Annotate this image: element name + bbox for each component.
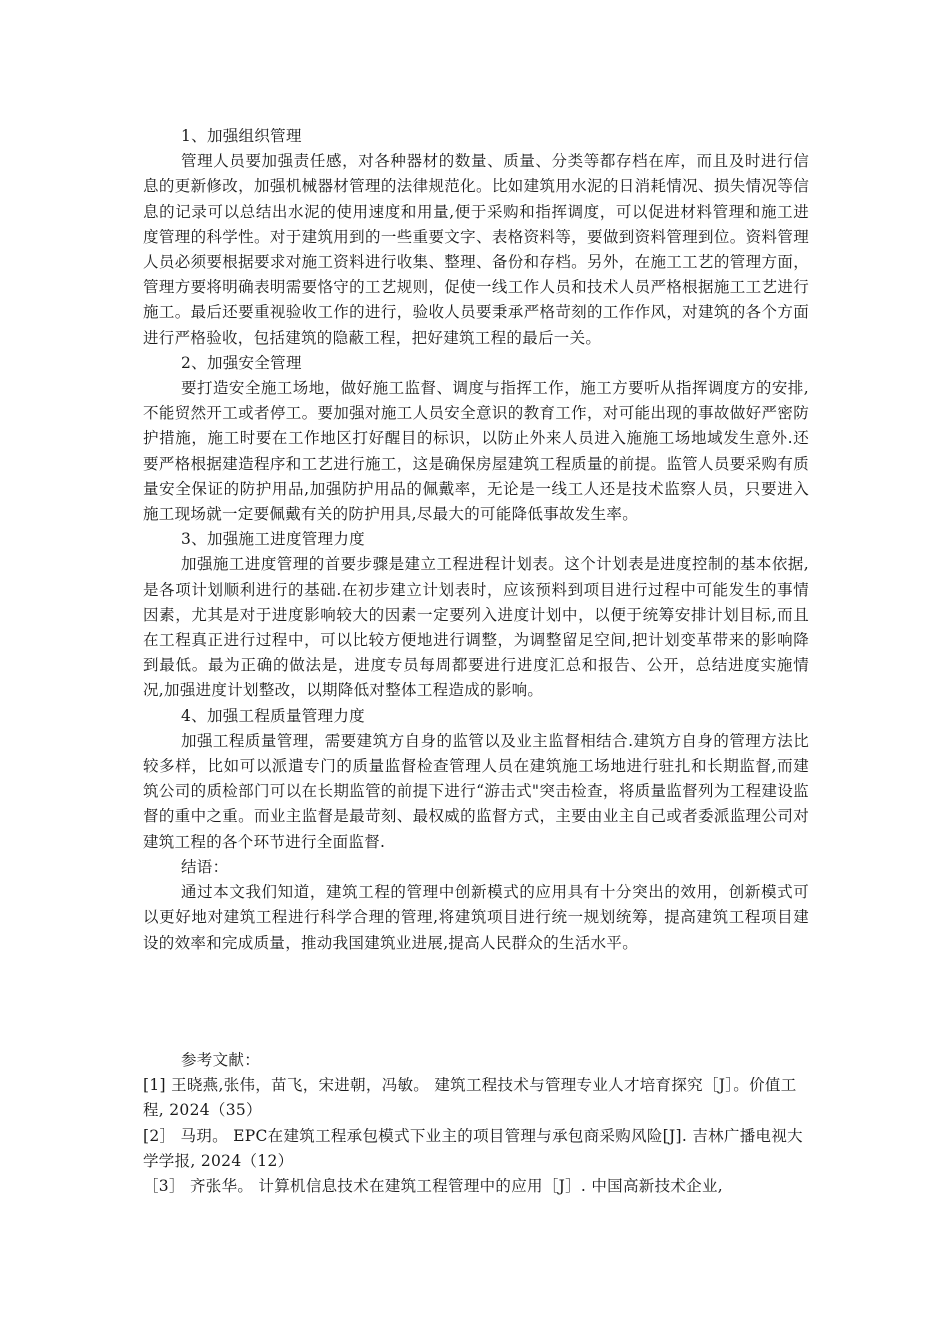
- reference-item-3: ［3］ 齐张华。 计算机信息技术在建筑工程管理中的应用［J］. 中国高新技术企业,: [143, 1177, 724, 1196]
- conclusion-paragraph: 通过本文我们知道，建筑工程的管理中创新模式的应用具有十分突出的效用，创新模式可以更好地对建筑工程进行科学合理的管理,将建筑项目进行统一规划统筹，提高建筑工程项目建设的效率和完成质量，推动我国建筑业进展,提高人民群众的生活水平。: [143, 883, 809, 952]
- reference-item-1: [1] 王晓燕,张伟，苗飞，宋进朝，冯敏。 建筑工程技术与管理专业人才培育探究［J］。价值工程, 2024（35）: [143, 1076, 797, 1120]
- references-section: [143, 1048, 809, 1199]
- section-heading-2: 2、加强安全管理: [181, 353, 302, 372]
- reference-item-2: [2］ 马玥。 EPC在建筑工程承包模式下业主的项目管理与承包商采购风险[J]. 吉林广播电视大学学报, 2024（12）: [143, 1126, 803, 1170]
- section-paragraph-1: 管理人员要加强责任感，对各种器材的数量、质量、分类等都存档在库，而且及时进行信息的更新修改，加强机械器材管理的法律规范化。比如建筑用水泥的日消耗情况、损失情况等信息的记录可以总结出水泥的使用速度和用量,便于采购和指挥调度，可以促进材料管理和施工进度管理的科学性。对于建筑用到的一些重要文字、表格资料等，要做到资料管理到位。资料管理人员必须要根据要求对施工资料进行收集、整理、备份和存档。另外，在施工工艺的管理方面，管理方要将明确表明需要恪守的工艺规则，促使一线工作人员和技术人员严格根据施工工艺进行施工。最后还要重视验收工作的进行，验收人员要秉承严格苛刻的工作作风，对建筑的各个方面进行严格验收，包括建筑的隐蔽工程，把好建筑工程的最后一关。: [143, 152, 809, 347]
- section-heading-4: 4、加强工程质量管理力度: [181, 706, 365, 725]
- section-paragraph-4: 加强工程质量管理，需要建筑方自身的监管以及业主监督相结合.建筑方自身的管理方法比较多样，比如可以派遣专门的质量监督检查管理人员在建筑施工场地进行驻扎和长期监督,而建筑公司的质检部门可以在长期监管的前提下进行“游击式"突击检查，将质量监督列为工程建设监督的重中之重。而业主监督是最苛刻、最权威的监督方式，主要由业主自己或者委派监理公司对建筑工程的各个环节进行全面监督.: [143, 731, 809, 851]
- section-heading-3: 3、加强施工进度管理力度: [181, 530, 365, 549]
- section-heading-1: 1、加强组织管理: [181, 127, 302, 145]
- references-title: 参考文献：: [181, 1051, 261, 1069]
- section-paragraph-2: 要打造安全施工场地，做好施工监督、调度与指挥工作，施工方要听从指挥调度方的安排,不能贸然开工或者停工。要加强对施工人员安全意识的教育工作，对可能出现的事故做好严密防护措施，施工时要在工作地区打好醒目的标识，以防止外来人员进入施施工场地域发生意外.还要严格根据建造程序和工艺进行施工，这是确保房屋建筑工程质量的前提。监管人员要采购有质量安全保证的防护用品,加强防护用品的佩戴率，无论是一线工人还是技术监察人员，只要进入施工现场就一定要佩戴有关的防护用具,尽最大的可能降低事故发生率。: [143, 379, 809, 524]
- section-paragraph-3: 加强施工进度管理的首要步骤是建立工程进程计划表。这个计划表是进度控制的基本依据,是各项计划顺利进行的基础.在初步建立计划表时，应该预料到项目进行过程中可能发生的事情因素，尤其是对于进度影响较大的因素一定要列入进度计划中，以便于统筹安排计划目标,而且在工程真正进行过程中，可以比较方便地进行调整，为调整留足空间,把计划变革带来的影响降到最低。最为正确的做法是，进度专员每周都要进行进度汇总和报告、公开，总结进度实施情况,加强进度计划整改，以期降低对整体工程造成的影响。: [143, 555, 809, 700]
- conclusion-heading: 结语：: [181, 857, 229, 876]
- article-body: [143, 124, 809, 956]
